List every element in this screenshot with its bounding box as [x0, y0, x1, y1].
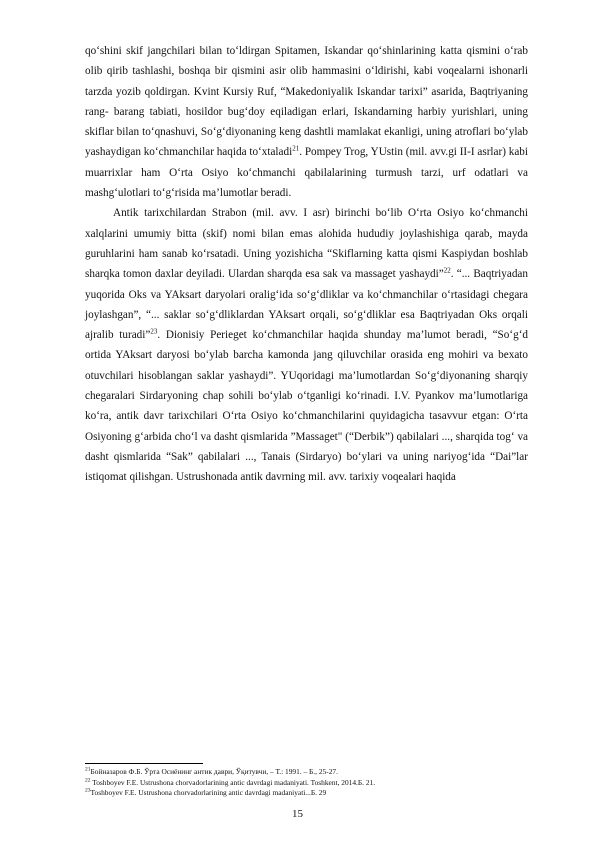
- footnote-ref-21[interactable]: 21: [292, 144, 300, 153]
- footnote-text: Toshboyev F.E. Ustrushona chorvadorlarining antic davrdagi madaniyati...Б. 29: [90, 788, 327, 798]
- footnote-ref-23[interactable]: 23: [150, 327, 158, 336]
- main-text: [85, 41, 528, 488]
- paragraph-2: [85, 203, 528, 487]
- paragraph-2-text-b: . “... Baqtriyadan yuqorida Oks va YAksart daryolari oralig‘ida so‘g‘dliklar va ko‘chmanchilar o‘rtasidagi chegara joylashgan”, “... saklar so‘g‘dliklardan YAksart orqali, so‘g‘dliklar esa Baqtriyadan Oks orqali ajralib turadi”: [85, 268, 528, 342]
- paragraph-1-text-a: qo‘shini skif jangchilari bilan to‘ldirgan Spitamen, Iskandar qo‘shinlarining katta qismini o‘rab olib qirib tashlashi, boshqa bir qismini asir olib hammasini o‘ldirishi, kabi voqealarni ishonarli tarzda yozib qoldirgan. Kvint Kursiy Ruf, “Makedoniyalik Iskandar tarixi” asarida, Baqtriyaning rang- barang tabiati, hosildor bug‘doy eqiladigan erlari, Iskandarning harbiy yurishlari, uning skiflar bilan to‘qnashuvi, So‘g‘diyonaning keng dashtli mamlakat ekanligi, uning atroflari bo‘ylab yashaydigan ko‘chmanchilar haqida to‘xtaladi: [85, 45, 528, 159]
- footnote-23: [85, 788, 528, 799]
- paragraph-1-text-b: . Pompey Trog, YUstin (mil. avv.gi II-I asrlar) kabi muarrixlar ham O‘rta Osiyo ko‘chmanchi qabilalarining turmush tarzi, urf odatlari va mashg‘ulotlari to‘g‘risida ma’lumotlar beradi.: [85, 146, 529, 200]
- footnote-ref-22[interactable]: 22: [443, 266, 451, 275]
- page-number: 15: [292, 808, 303, 820]
- paragraph-1: [85, 41, 528, 203]
- paragraph-2-text-a: Antik tarixchilardan Strabon (mil. avv. I asr) birinchi bo‘lib O‘rta Osiyo ko‘chmanchi xalqlarini umumiy bitta (skif) nomi bilan emas alohida hududiy joylashishiga qarab, mayda guruhlarini ham sanab ko‘rsatadi. Uning yozishicha “Skiflarning katta qismi Kaspiydan boshlab sharqka tomon daxlar deyiladi. Ulardan sharqda esa sak va massaget yashaydi”: [85, 207, 528, 281]
- footnote-marker: 22: [85, 777, 91, 784]
- footnote-text: Бойназаров Ф.Б. Ўрта Осиёнинг антик даври, Ўқитувчи, – Т.: 1991. – Б., 25-27.: [90, 767, 338, 776]
- footnote-marker: 23: [85, 788, 91, 794]
- paragraph-2-text-c: . Dionisiy Perieget ko‘chmanchilar haqida shunday ma’lumot beradi, “So‘g‘d ortida YAksart daryosi bo‘ylab barcha kamonda jang qiluvchilar orasida eng mohiri va bexato otuvchilari hisoblangan saklar yashaydi”. YUqoridagi ma’lumotlardan So‘g‘diyonaning sharqiy chegaralari Sirdaryoning chap sohili bo‘ylab o‘tganligi ko‘rinadi. I.V. Pyankov ma’lumotlariga ko‘ra, antik davr tarixchilari O‘rta Osiyo ko‘chmanchilarini quyidagicha tasavvur etgan: O‘rta Osiyoning g‘arbida cho‘l va dasht qismlarida ”Massaget" (“Derbik”) qabilalari ..., sharqida tog‘ va dasht qismlarida “Sak” qabilalari ..., Tanais (Sirdaryo) bo‘ylari va uning nariyog‘ida “Dai”lar istiqomat qilishgan. Ustrushonada antik davrning mil. avv. tarixiy voqealari haqida: [85, 329, 529, 484]
- footnote-separator: [85, 763, 203, 764]
- footnote-22: [85, 778, 528, 789]
- footnote-text: Toshboyev F.E. Ustrushona chorvadorlarining antic davrdagi madaniyati. Toshkent, 2014.Б. 21.: [90, 777, 376, 787]
- footnote-marker: 21: [85, 767, 91, 773]
- footnote-21: [85, 767, 528, 778]
- footnotes: [85, 767, 528, 799]
